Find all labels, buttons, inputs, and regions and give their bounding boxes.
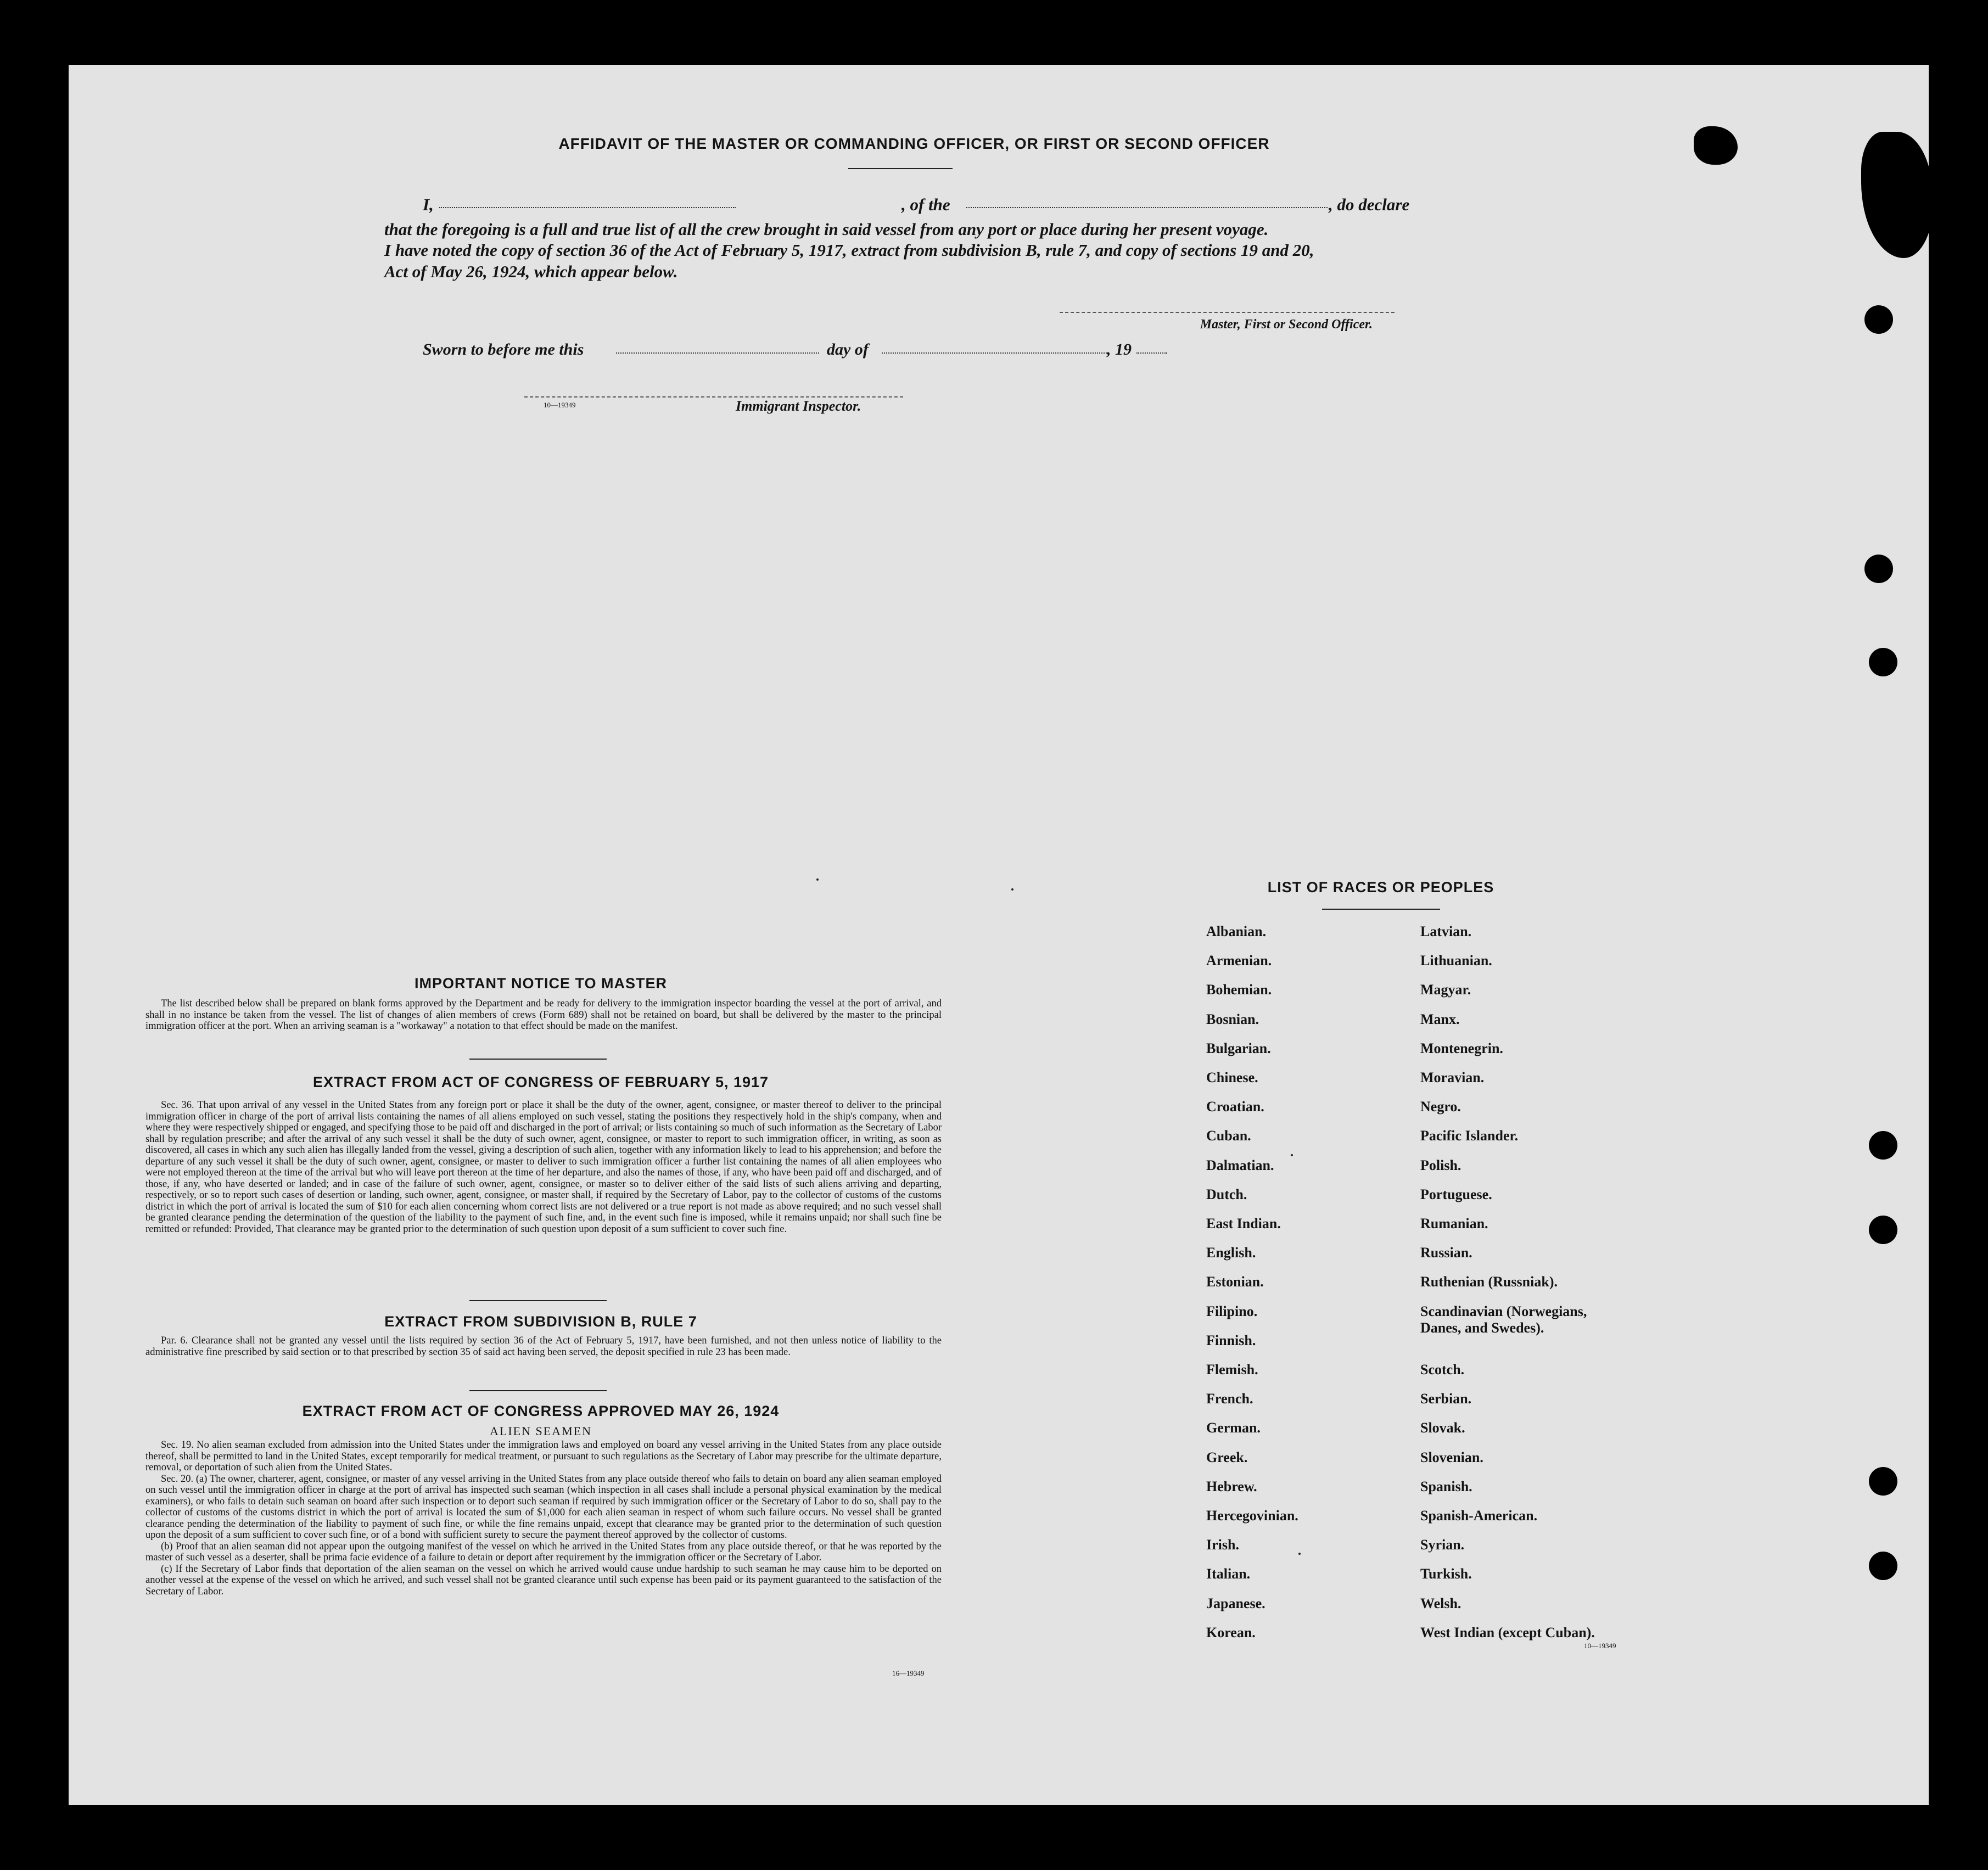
race-item: Spanish-American.	[1420, 1508, 1538, 1524]
notice-body	[145, 998, 942, 1032]
binder-hole	[1869, 1131, 1897, 1160]
races-list-title: LIST OF RACES OR PEOPLES	[1267, 879, 1494, 895]
extract-rule7-title: EXTRACT FROM SUBDIVISION B, RULE 7	[384, 1313, 697, 1330]
race-item: Chinese.	[1206, 1070, 1258, 1085]
sworn-day-field[interactable]	[616, 352, 819, 354]
section-divider	[469, 1390, 607, 1391]
race-item: Dalmatian.	[1206, 1157, 1274, 1173]
race-item: Bohemian.	[1206, 982, 1272, 998]
race-item: Slovenian.	[1420, 1449, 1483, 1465]
race-item: Magyar.	[1420, 982, 1471, 998]
sworn-prefix: Sworn to before me this	[423, 340, 584, 359]
race-item: Flemish.	[1206, 1362, 1258, 1378]
race-item: Cuban.	[1206, 1128, 1251, 1144]
race-item: Estonian.	[1206, 1274, 1264, 1290]
race-item: Dutch.	[1206, 1186, 1247, 1202]
vessel-name-field[interactable]	[966, 207, 1328, 208]
extract-1917-body	[145, 1100, 942, 1235]
race-item: Negro.	[1420, 1099, 1461, 1115]
extract-1924-body	[145, 1440, 942, 1597]
races-title-divider	[1322, 909, 1440, 910]
section-divider	[469, 1059, 607, 1060]
race-item: Turkish.	[1420, 1566, 1472, 1582]
race-item: West Indian (except Cuban).	[1420, 1624, 1595, 1641]
inspector-form-code: 10—19349	[544, 401, 576, 409]
title-divider	[848, 168, 953, 169]
race-item: French.	[1206, 1391, 1253, 1407]
binder-hole	[1869, 1216, 1897, 1244]
race-item: Serbian.	[1420, 1391, 1472, 1407]
race-item: Armenian.	[1206, 953, 1272, 969]
form-code-left: 16—19349	[892, 1669, 925, 1677]
declarant-prefix: I,	[423, 195, 434, 214]
race-item: Latvian.	[1420, 923, 1472, 939]
race-item: Hercegovinian.	[1206, 1508, 1298, 1524]
affidavit-title: AFFIDAVIT OF THE MASTER OR COMMANDING OFFICER, OR FIRST OR SECOND OFFICER	[558, 135, 1270, 152]
race-item: Ruthenian (Russniak).	[1420, 1274, 1558, 1290]
race-item: Croatian.	[1206, 1099, 1264, 1115]
race-item: Rumanian.	[1420, 1216, 1488, 1231]
race-item: Polish.	[1420, 1157, 1461, 1173]
race-item: Welsh.	[1420, 1595, 1461, 1611]
declarant-name-field[interactable]	[439, 207, 736, 208]
race-item: Montenegrin.	[1420, 1040, 1503, 1056]
of-the-label: , of the	[901, 195, 950, 214]
officer-signature-field[interactable]	[1060, 312, 1395, 313]
race-item: Bosnian.	[1206, 1011, 1259, 1027]
notice-title: IMPORTANT NOTICE TO MASTER	[415, 975, 667, 992]
race-item: Filipino.	[1206, 1303, 1258, 1319]
binder-hole	[1869, 1467, 1897, 1496]
race-item: Slovak.	[1420, 1420, 1465, 1436]
race-item: East Indian.	[1206, 1216, 1281, 1231]
section-20a-paragraph: Sec. 20. (a) The owner, charterer, agent, consignee, or master of any vessel arriving in the United States from any place outside thereof who fails to detain on board any alien seaman employed on such vessel until the immigration officer in charge at the port of arrival has inspected such seaman (which inspection in all cases shall include a personal physical examination by the medical examiners), or who fails to detain such seaman on board after such inspection or to deport such seaman if required by such immigration officer or the Secretary of Labor to do so, shall pay to the collector of customs of the customs district in which the port of arrival is located the sum of $1,000 for each alien seaman in respect of whom such failure occurs. No vessel shall be granted clearance pending the determination of the liability to payment of such fine, or while the fine remains unpaid, except that clearance may be granted prior to the determination of such question upon the deposit of a sum sufficient to cover such fine, or of a bond with sufficient surety to secure the payment thereof approved by the collector of customs.	[145, 1473, 942, 1541]
binder-hole	[1869, 1552, 1897, 1580]
day-of-label: day of	[827, 340, 869, 359]
year-prefix-label: , 19	[1107, 340, 1132, 359]
race-item: Pacific Islander.	[1420, 1128, 1519, 1144]
inspector-caption: Immigrant Inspector.	[736, 398, 861, 414]
section-divider	[469, 1300, 607, 1301]
race-item: Syrian.	[1420, 1537, 1465, 1553]
race-item: Finnish.	[1206, 1332, 1256, 1348]
race-item: English.	[1206, 1245, 1256, 1261]
section-19-paragraph: Sec. 19. No alien seaman excluded from admission into the United States under the immigration laws and employed on board any vessel arriving in the United States from any place outside thereof, shall be permitted to land in the United States, except temporarily for medical treatment, or pursuant to such regulations as the Secretary of Labor may prescribe for the ultimate departure, removal, or deportation of such alien from the United States.	[145, 1440, 942, 1473]
race-item: German.	[1206, 1420, 1261, 1436]
race-item: Korean.	[1206, 1624, 1256, 1641]
section-36-paragraph: Sec. 36. That upon arrival of any vessel in the United States from any foreign port or place it shall be the duty of the owner, agent, consignee, or master thereof to deliver to the principal immigration officer in charge of the port of arrival lists containing the names of all aliens employed on such vessel, stating the positions they respectively hold in the ship's company, when and where they were respectively shipped or engaged, and specifying those to be paid off and discharged in the port of arrival; or lists containing so much of such information as the Secretary of Labor shall by regulation prescribe; and after the arrival of any such vessel it shall be the duty of such owner, agent, consignee, or master to report to such immigration officer, in writing, as soon as discovered, all cases in which any such alien has illegally landed from the vessel, giving a description of such alien, together with any information likely to lead to his apprehension; and before the departure of any such vessel it shall be the duty of such owner, agent, consignee, or master to deliver to such immigration officer a further list containing the names of all alien employees who were not employed thereon at the time of the arrival but who will leave port thereon at the time of her departure, and also the names of those, if any, who have been paid off and discharged, and of those, if any, who have deserted or landed; and in case of the failure of such owner, agent, consignee, or master so to deliver either of the said lists of such aliens arriving and departing, respectively, or so to report such cases of desertion or landing, such owner, agent, consignee, or master shall, if required by the Secretary of Labor, pay to the collector of customs of the customs district in which the port of arrival is located the sum of $10 for each alien concerning whom correct lists are not delivered or a true report is not made as above required; and no such vessel shall be granted clearance pending the determination of the question of the liability to the payment of such fine, and, in the event such fine is imposed, while it remains unpaid; nor shall such fine be remitted or refunded: Provided, That clearance may be granted prior to the determination of such question upon deposit of a sum sufficient to cover such fine.	[145, 1100, 942, 1235]
race-item: Hebrew.	[1206, 1478, 1257, 1494]
notice-paragraph: The list described below shall be prepared on blank forms approved by the Department and be ready for delivery to the immigration inspector boarding the vessel at the port of arrival, and shall in no instance be taken from the vessel. The list of changes of alien members of crews (Form 689) shall not be retained on board, but shall be delivered by the master to the principal immigration officer at the port. When an arriving seaman is a "workaway" a notation to that effect should be made on the manifest.	[145, 998, 942, 1032]
form-code-right: 10—19349	[1584, 1642, 1616, 1650]
binder-hole	[1864, 555, 1893, 583]
paper-speck	[1011, 888, 1013, 891]
paper-speck	[816, 878, 819, 881]
declaration-text-line-3: I have noted the copy of section 36 of the Act of February 5, 1917, extract from subdivision B, rule 7, and copy of sections 19 and 20,	[384, 240, 1314, 260]
race-item: Scandinavian (Norwegians, Danes, and Swedes).	[1420, 1303, 1587, 1336]
inspector-signature-field[interactable]	[524, 396, 903, 397]
race-item: Lithuanian.	[1420, 953, 1492, 969]
section-20c-paragraph: (c) If the Secretary of Labor finds that deportation of the alien seaman on the vessel on which he arrived would cause undue hardship to such seaman he may cause him to be deported on another vessel at the expense of the vessel on which he arrived, and such vessel shall not be granted clearance until such expense has been paid or its payment guaranteed to the satisfaction of the Secretary of Labor.	[145, 1563, 942, 1597]
race-item: Greek.	[1206, 1449, 1248, 1465]
sworn-year-field[interactable]	[1136, 352, 1167, 354]
race-item: Moravian.	[1420, 1070, 1485, 1085]
race-item: Italian.	[1206, 1566, 1251, 1582]
extract-1917-title: EXTRACT FROM ACT OF CONGRESS OF FEBRUARY 5, 1917	[312, 1074, 769, 1090]
extract-rule7-body	[145, 1335, 942, 1358]
sworn-month-field[interactable]	[882, 352, 1107, 354]
binder-hole	[1864, 305, 1893, 334]
race-item: Albanian.	[1206, 923, 1267, 939]
race-item: Portuguese.	[1420, 1186, 1492, 1202]
binder-hole	[1869, 648, 1897, 676]
race-item: Japanese.	[1206, 1595, 1265, 1611]
sworn-line	[423, 340, 1191, 362]
race-item: Irish.	[1206, 1537, 1239, 1553]
race-item: Russian.	[1420, 1245, 1472, 1261]
race-item: Spanish.	[1420, 1478, 1472, 1494]
extract-1924-title: EXTRACT FROM ACT OF CONGRESS APPROVED MAY 26, 1924	[302, 1403, 780, 1419]
race-item: Manx.	[1420, 1011, 1460, 1027]
paper-speck	[1291, 1154, 1293, 1156]
officer-signature-caption: Master, First or Second Officer.	[1200, 317, 1373, 332]
rule7-paragraph: Par. 6. Clearance shall not be granted any vessel until the lists required by section 36 of the Act of February 5, 1917, have been furnished, and not then unless notice of liability to the administrative fine prescribed by said section or to that prescribed by section 35 of said act having been served, the deposit specified in rule 23 has been made.	[145, 1335, 942, 1358]
declaration-text-line-4: Act of May 26, 1924, which appear below.	[384, 262, 678, 281]
do-declare-label: , do declare	[1329, 195, 1410, 214]
section-20b-paragraph: (b) Proof that an alien seaman did not appear upon the outgoing manifest of the vessel on which he arrived in the United States from any place outside thereof, or that he was reported by the master of such vessel as a deserter, shall be prima facie evidence of a failure to detain or deport after requirement by the immigration officer or the Secretary of Labor.	[145, 1541, 942, 1563]
paper-speck	[1298, 1553, 1301, 1555]
race-item: Scotch.	[1420, 1362, 1465, 1378]
race-item: Bulgarian.	[1206, 1040, 1271, 1056]
alien-seamen-subtitle: ALIEN SEAMEN	[490, 1424, 592, 1438]
declaration-text-line-2: that the foregoing is a full and true list of all the crew brought in said vessel from any port or place during her present voyage.	[384, 220, 1269, 239]
